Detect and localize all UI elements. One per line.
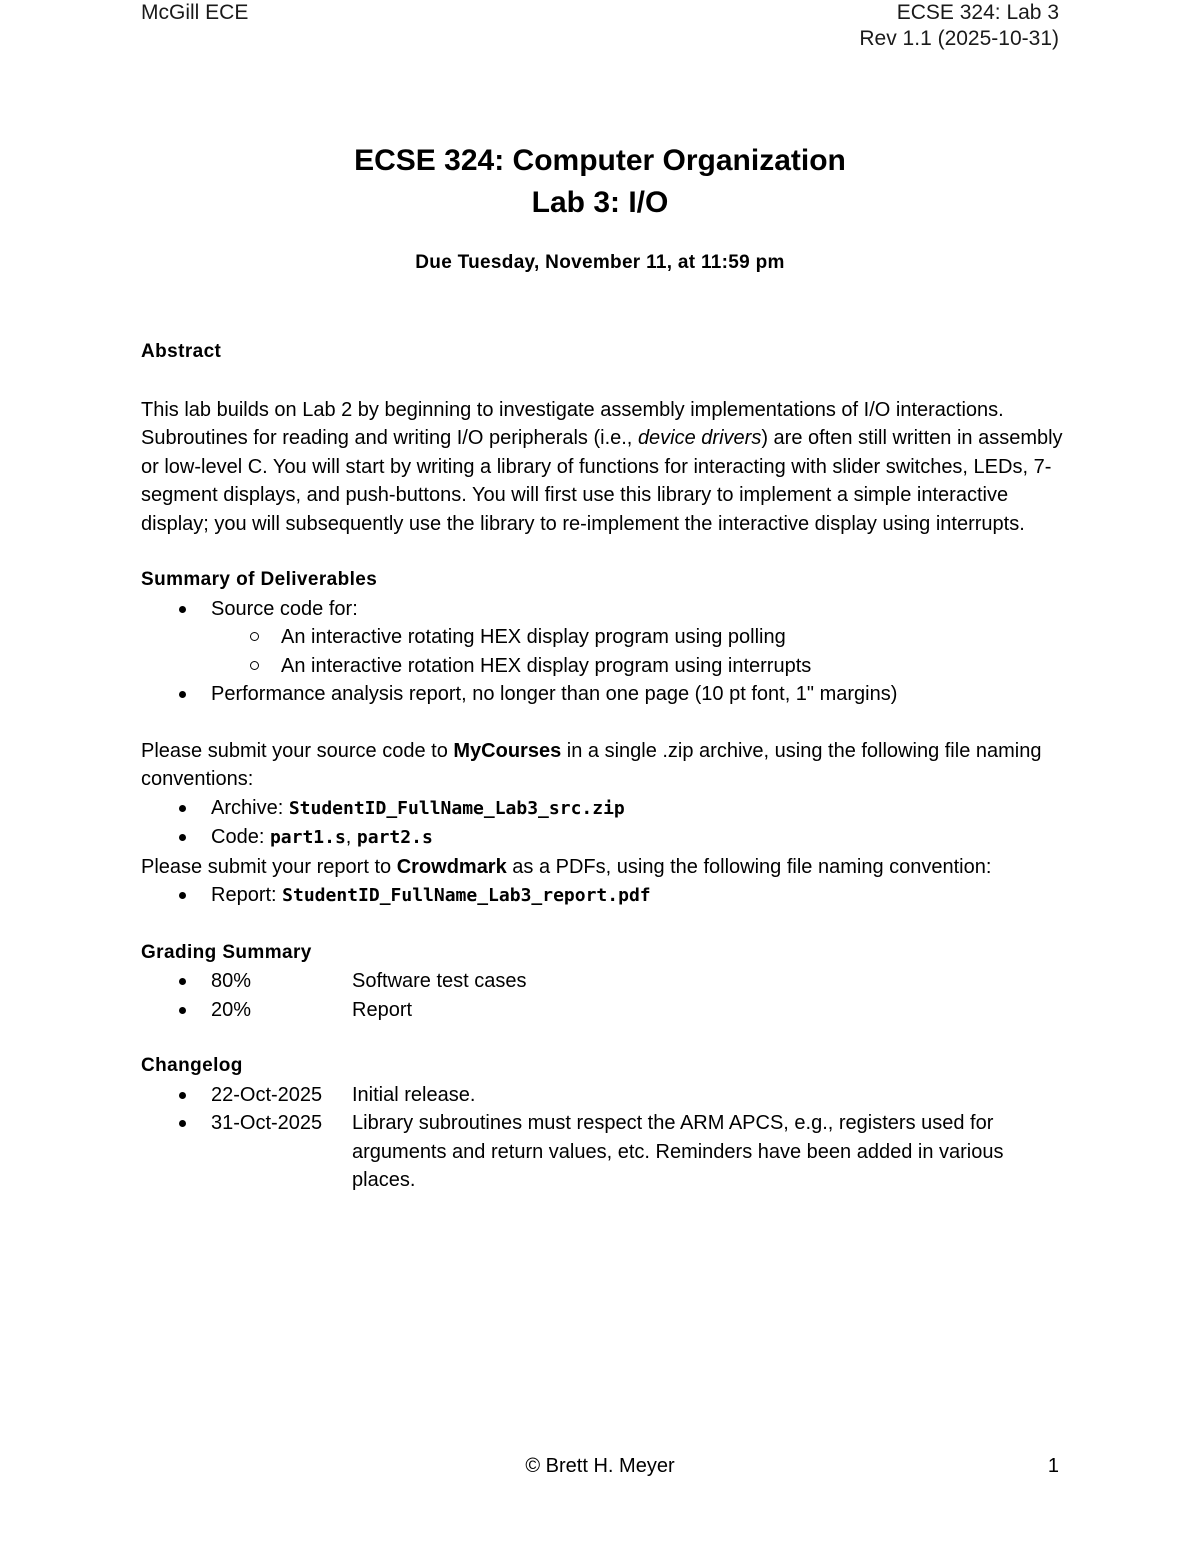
list-item: An interactive rotation HEX display program using interrupts	[211, 652, 1071, 681]
footer-copyright: © Brett H. Meyer	[525, 1455, 675, 1477]
source-submission-paragraph: Please submit your source code to MyCourses in a single .zip archive, using the following file naming conventions:	[141, 739, 1042, 790]
mycourses-term: MyCourses	[453, 739, 562, 762]
naming-list	[141, 794, 1071, 853]
header-revision: Rev 1.1 (2025-10-31)	[859, 27, 1059, 50]
list-item: Source code for: An interactive rotating HEX display program using polling An interactive rotation HEX display program using interrupts	[141, 595, 1071, 681]
source-code-sublist	[211, 623, 1071, 680]
abstract-paragraph: This lab builds on Lab 2 by beginning to investigate assembly implementations of I/O interactions. Subroutines for reading and writing I/O peripherals (i.e., device drivers) are often still written in assembly or low-level C. You will start by writing a library of functions for interacting with slider switches, LEDs, 7-segment displays, and push-buttons. You will first use this library to implement a simple interactive display; you will subsequently use the library to re-implement the interactive display using interrupts.	[141, 398, 1063, 535]
list-item: Archive: StudentID_FullName_Lab3_src.zip	[141, 794, 1071, 824]
code-filename-2: part2.s	[356, 827, 433, 848]
list-item: 20% Report	[141, 996, 1071, 1025]
code-filename-1: part1.s	[269, 827, 346, 848]
header-course: ECSE 324: Lab 3	[896, 1, 1059, 24]
list-item: Report: StudentID_FullName_Lab3_report.pdf	[141, 881, 1071, 911]
crowdmark-term: Crowdmark	[396, 855, 507, 878]
device-drivers-term: device drivers	[637, 427, 762, 449]
abstract-heading: Abstract	[141, 341, 222, 362]
header-left: McGill ECE	[141, 1, 249, 24]
report-naming-list	[141, 881, 1071, 911]
header-right	[859, 0, 1059, 52]
deliverables-heading: Summary of Deliverables	[141, 569, 378, 590]
list-item: An interactive rotating HEX display program using polling	[211, 623, 1071, 652]
changelog-list	[141, 1081, 1071, 1195]
document-title: ECSE 324: Computer Organization	[354, 144, 846, 177]
list-item: 31-Oct-2025 Library subroutines must respect the ARM APCS, e.g., registers used for arguments and return values, etc. Reminders have been added in various places.	[141, 1109, 1071, 1195]
document-subtitle: Lab 3: I/O	[531, 186, 669, 219]
document-body	[141, 338, 1071, 1195]
grading-list	[141, 967, 1071, 1024]
deliverables-list	[141, 595, 1071, 709]
list-item: 80% Software test cases	[141, 967, 1071, 996]
changelog-heading: Changelog	[141, 1055, 243, 1076]
report-filename: StudentID_FullName_Lab3_report.pdf	[282, 885, 651, 906]
report-submission-paragraph: Please submit your report to Crowdmark as a PDFs, using the following file naming convention:	[141, 855, 992, 878]
due-date: Due Tuesday, November 11, at 11:59 pm	[415, 252, 785, 273]
list-item: Performance analysis report, no longer than one page (10 pt font, 1" margins)	[141, 680, 1071, 709]
grading-heading: Grading Summary	[141, 941, 312, 963]
page-number: 1	[1047, 1455, 1059, 1477]
archive-filename: StudentID_FullName_Lab3_src.zip	[288, 797, 625, 819]
list-item: Code: part1.s, part2.s	[141, 823, 1071, 853]
list-item: 22-Oct-2025 Initial release.	[141, 1081, 1071, 1110]
title-block	[0, 140, 1200, 274]
